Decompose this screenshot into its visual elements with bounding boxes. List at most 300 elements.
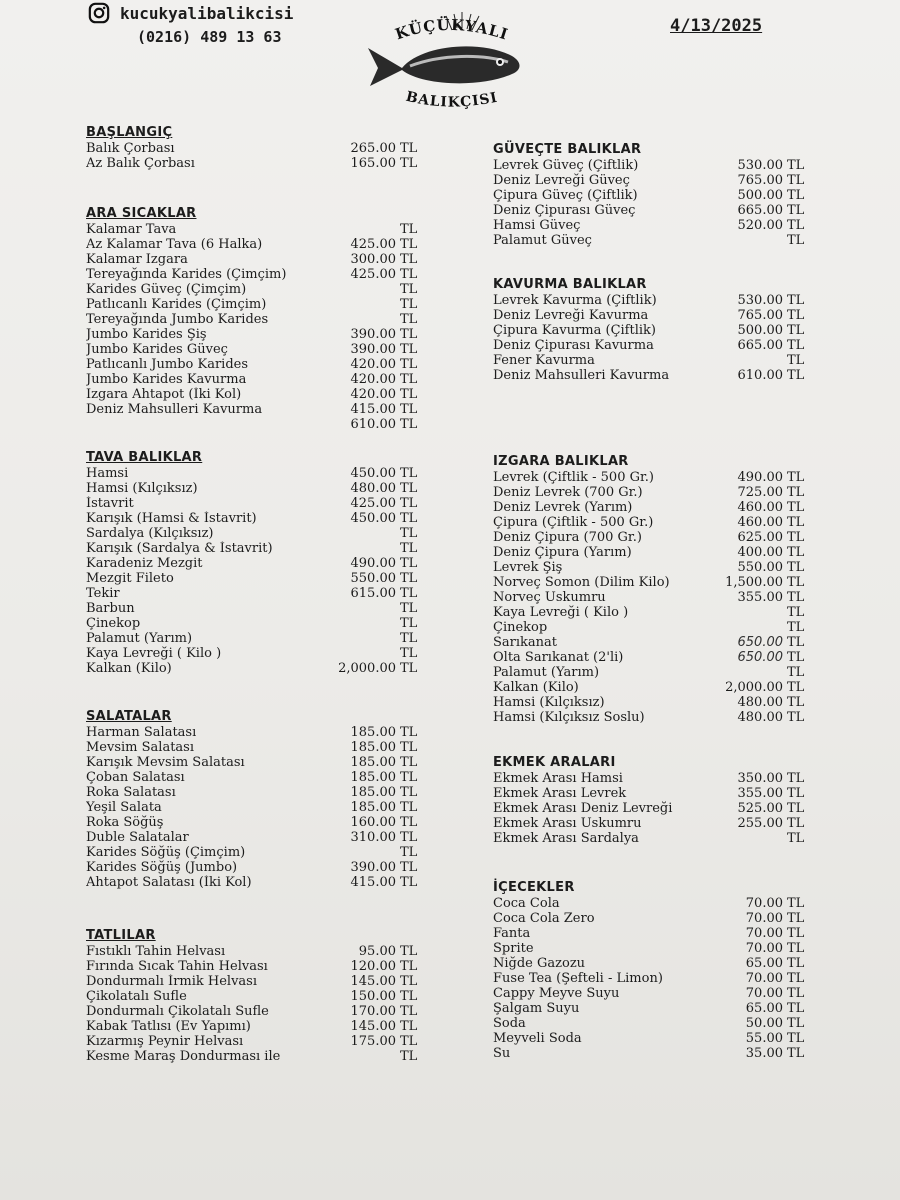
- currency-label: TL: [787, 218, 805, 233]
- currency-label: TL: [400, 959, 418, 974]
- menu-item: [493, 695, 813, 710]
- menu-item: [86, 252, 426, 267]
- currency-label: TL: [787, 695, 805, 710]
- item-name: Karadeniz Mezgit: [86, 556, 203, 571]
- currency-label: TL: [400, 725, 418, 740]
- menu-item: [86, 141, 426, 156]
- section-title: KAVURMA BALIKLAR: [493, 277, 647, 292]
- currency-label: TL: [787, 771, 805, 786]
- currency-label: TL: [787, 941, 805, 956]
- menu-item: [86, 297, 426, 312]
- item-name: Deniz Çipurası Güveç: [493, 203, 636, 218]
- item-price: 185.00: [350, 740, 396, 755]
- item-name: Izgara Ahtapot (İki Kol): [86, 387, 242, 402]
- item-price: 480.00: [737, 695, 783, 710]
- menu-item: [86, 342, 426, 357]
- menu-item: [86, 357, 426, 372]
- item-price: 425.00: [350, 496, 396, 511]
- item-name: Ahtapot Salatası (İki Kol): [86, 875, 252, 890]
- item-price: 70.00: [745, 911, 783, 926]
- item-price: [306, 631, 396, 646]
- menu-item: [86, 556, 426, 571]
- menu-item: [493, 368, 813, 383]
- currency-label: TL: [400, 785, 418, 800]
- menu-item: [493, 1046, 813, 1061]
- item-name: Karides Söğüş (Jumbo): [86, 860, 238, 875]
- item-name: Levrek Güveç (Çiftlik): [493, 158, 639, 173]
- currency-label: TL: [787, 188, 805, 203]
- section-title: GÜVEÇTE BALIKLAR: [493, 142, 642, 157]
- item-price: 610.00: [737, 368, 783, 383]
- item-name: Sprite: [493, 941, 534, 956]
- menu-item: [86, 944, 426, 959]
- item-name: Levrek (Çiftlik - 500 Gr.): [493, 470, 654, 485]
- menu-item: [493, 293, 813, 308]
- item-price: 725.00: [737, 485, 783, 500]
- currency-label: TL: [400, 402, 418, 417]
- menu-item: [86, 725, 426, 740]
- item-price: [306, 541, 396, 556]
- menu-item: [493, 620, 813, 635]
- item-price: 390.00: [350, 342, 396, 357]
- item-price: [306, 282, 396, 297]
- item-name: Hamsi (Kılçıksız): [493, 695, 605, 710]
- menu-item: [493, 1031, 813, 1046]
- item-name: Olta Sarıkanat (2'li): [493, 650, 624, 665]
- currency-label: TL: [400, 1004, 418, 1019]
- section-ara-sicaklar: [86, 205, 426, 432]
- currency-label: TL: [400, 1034, 418, 1049]
- menu-item: [86, 1034, 426, 1049]
- item-price: 2,000.00: [725, 680, 783, 695]
- item-name: İstavrit: [86, 496, 134, 511]
- menu-item: [86, 661, 426, 676]
- menu-item: [86, 815, 426, 830]
- currency-label: TL: [787, 590, 805, 605]
- menu-item: [86, 511, 426, 526]
- item-price: 500.00: [737, 323, 783, 338]
- currency-label: TL: [400, 800, 418, 815]
- menu-item: [493, 470, 813, 485]
- section-title: SALATALAR: [86, 709, 172, 724]
- item-price: [306, 1049, 396, 1064]
- item-price: [306, 297, 396, 312]
- item-price: 610.00: [350, 417, 396, 432]
- currency-label: TL: [400, 845, 418, 860]
- section-tatlilar: [86, 927, 426, 1064]
- item-name: Çipura Kavurma (Çiftlik): [493, 323, 656, 338]
- item-price: 420.00: [350, 387, 396, 402]
- item-name: Çinekop: [86, 616, 141, 631]
- menu-item: [86, 959, 426, 974]
- item-price: 2,000.00: [338, 661, 396, 676]
- item-price: 185.00: [350, 755, 396, 770]
- item-price: 65.00: [745, 956, 783, 971]
- item-price: 70.00: [745, 896, 783, 911]
- currency-label: TL: [787, 635, 805, 650]
- svg-text:BALIKÇISI: [404, 89, 499, 111]
- item-name: Çipura Güveç (Çiftlik): [493, 188, 638, 203]
- menu-item: [493, 338, 813, 353]
- section-ekmek-aralari: [493, 754, 813, 846]
- item-name: Hamsi (Kılçıksız): [86, 481, 198, 496]
- currency-label: TL: [787, 971, 805, 986]
- currency-label: TL: [787, 500, 805, 515]
- menu-item: [86, 1019, 426, 1034]
- menu-item: [493, 1001, 813, 1016]
- item-price: 55.00: [745, 1031, 783, 1046]
- item-name: Karışık Mevsim Salatası: [86, 755, 245, 770]
- menu-item: [493, 771, 813, 786]
- currency-label: TL: [400, 297, 418, 312]
- currency-label: TL: [787, 308, 805, 323]
- currency-label: TL: [400, 571, 418, 586]
- item-price: 95.00: [358, 944, 396, 959]
- currency-label: TL: [787, 545, 805, 560]
- menu-item: [86, 830, 426, 845]
- item-name: Kalkan (Kilo): [86, 661, 172, 676]
- item-price: [306, 222, 396, 237]
- item-name: Norveç Uskumru: [493, 590, 606, 605]
- menu-item: [86, 526, 426, 541]
- section-title: İÇECEKLER: [493, 880, 575, 895]
- instagram-handle: kucukyalibalikcisi: [120, 3, 294, 23]
- currency-label: TL: [400, 974, 418, 989]
- item-name: Fuse Tea (Şefteli - Limon): [493, 971, 663, 986]
- item-price: 350.00: [737, 771, 783, 786]
- item-name: Meyveli Soda: [493, 1031, 582, 1046]
- item-name: Tereyağında Karides (Çimçim): [86, 267, 287, 282]
- menu-item: [493, 218, 813, 233]
- currency-label: TL: [400, 556, 418, 571]
- menu-item: [493, 500, 813, 515]
- menu-item: [493, 831, 813, 846]
- menu-item: [86, 222, 426, 237]
- item-name: Levrek Şiş: [493, 560, 563, 575]
- menu-item: [493, 941, 813, 956]
- item-name: Kalamar Izgara: [86, 252, 188, 267]
- item-price: 665.00: [737, 203, 783, 218]
- item-name: Deniz Levreği Güveç: [493, 173, 630, 188]
- currency-label: TL: [787, 710, 805, 725]
- item-price: 420.00: [350, 357, 396, 372]
- item-name: Palamut (Yarım): [86, 631, 193, 646]
- currency-label: TL: [400, 944, 418, 959]
- section-title: BAŞLANGIÇ: [86, 125, 173, 140]
- item-name: Patlıcanlı Karides (Çimçim): [86, 297, 267, 312]
- menu-item: [493, 173, 813, 188]
- section-title: ARA SICAKLAR: [86, 206, 197, 221]
- item-price: 460.00: [737, 515, 783, 530]
- menu-item: [493, 710, 813, 725]
- logo-bottom-text: BALIKÇISI: [404, 88, 500, 111]
- item-price: 530.00: [737, 293, 783, 308]
- item-name: Deniz Mahsulleri Kavurma: [493, 368, 670, 383]
- item-name: Norveç Somon (Dilim Kilo): [493, 575, 670, 590]
- item-name: Hamsi (Kılçıksız Soslu): [493, 710, 645, 725]
- currency-label: TL: [787, 911, 805, 926]
- menu-item: [493, 545, 813, 560]
- menu-item: [86, 237, 426, 252]
- item-price: 160.00: [350, 815, 396, 830]
- item-price: 665.00: [737, 338, 783, 353]
- item-name: Dondurmalı Çikolatalı Sufle: [86, 1004, 269, 1019]
- item-name: Çikolatalı Sufle: [86, 989, 187, 1004]
- item-name: Çinekop: [493, 620, 548, 635]
- currency-label: TL: [400, 372, 418, 387]
- menu-item: [86, 312, 426, 327]
- item-name: Yeşil Salata: [86, 800, 162, 815]
- item-price: 550.00: [737, 560, 783, 575]
- currency-label: TL: [787, 816, 805, 831]
- item-price: 165.00: [350, 156, 396, 171]
- menu-item: [86, 481, 426, 496]
- item-price: 1,500.00: [725, 575, 783, 590]
- currency-label: TL: [787, 470, 805, 485]
- item-price: 70.00: [745, 941, 783, 956]
- item-price: 425.00: [350, 237, 396, 252]
- currency-label: TL: [787, 173, 805, 188]
- menu-item: [493, 158, 813, 173]
- item-name: Levrek Kavurma (Çiftlik): [493, 293, 657, 308]
- currency-label: TL: [400, 141, 418, 156]
- item-name: Duble Salatalar: [86, 830, 189, 845]
- section-baslangic: [86, 124, 426, 171]
- menu-item: [493, 801, 813, 816]
- menu-item: [493, 605, 813, 620]
- menu-item: [493, 575, 813, 590]
- item-name: Kalamar Tava: [86, 222, 177, 237]
- currency-label: TL: [400, 646, 418, 661]
- item-price: 765.00: [737, 173, 783, 188]
- menu-item: [86, 372, 426, 387]
- item-price: 520.00: [737, 218, 783, 233]
- currency-label: TL: [400, 156, 418, 171]
- menu-item: [493, 786, 813, 801]
- currency-label: TL: [400, 237, 418, 252]
- item-name: Ekmek Arası Hamsi: [493, 771, 623, 786]
- currency-label: TL: [400, 830, 418, 845]
- currency-label: TL: [400, 770, 418, 785]
- item-name: Karışık (Sardalya & İstavrit): [86, 541, 273, 556]
- item-name: Kabak Tatlısı (Ev Yapımı): [86, 1019, 251, 1034]
- item-price: [693, 620, 783, 635]
- menu-item: [493, 816, 813, 831]
- menu-item: [86, 601, 426, 616]
- menu-item: [86, 267, 426, 282]
- currency-label: TL: [400, 252, 418, 267]
- item-name: Barbun: [86, 601, 135, 616]
- menu-item: [86, 989, 426, 1004]
- item-name: Patlıcanlı Jumbo Karides: [86, 357, 249, 372]
- item-name: Karides Güveç (Çimçim): [86, 282, 247, 297]
- item-name: Soda: [493, 1016, 526, 1031]
- phone-number: (0216) 489 13 63: [137, 28, 282, 46]
- item-price: 390.00: [350, 327, 396, 342]
- section-guvecte-baliklar: [493, 141, 813, 248]
- menu-item: [86, 800, 426, 815]
- menu-item: [493, 323, 813, 338]
- item-price: 425.00: [350, 267, 396, 282]
- item-price: 525.00: [737, 801, 783, 816]
- item-name: Şalgam Suyu: [493, 1001, 580, 1016]
- menu-item: [493, 590, 813, 605]
- item-price: [306, 601, 396, 616]
- currency-label: TL: [787, 485, 805, 500]
- item-name: Ekmek Arası Sardalya: [493, 831, 639, 846]
- item-name: Az Balık Çorbası: [86, 156, 195, 171]
- currency-label: TL: [400, 267, 418, 282]
- item-price: 70.00: [745, 971, 783, 986]
- section-salatalar: [86, 708, 426, 890]
- item-price: 70.00: [745, 926, 783, 941]
- item-name: Jumbo Karides Şiş: [86, 327, 207, 342]
- item-name: Coca Cola Zero: [493, 911, 595, 926]
- menu-item: [493, 515, 813, 530]
- item-price: 355.00: [737, 786, 783, 801]
- item-price: 765.00: [737, 308, 783, 323]
- currency-label: TL: [787, 560, 805, 575]
- currency-label: TL: [400, 466, 418, 481]
- item-price: 550.00: [350, 571, 396, 586]
- menu-item: [86, 541, 426, 556]
- item-price: [306, 616, 396, 631]
- item-name: Niğde Gazozu: [493, 956, 586, 971]
- item-name: Palamut (Yarım): [493, 665, 600, 680]
- currency-label: TL: [400, 511, 418, 526]
- item-price: [693, 831, 783, 846]
- item-price: 65.00: [745, 1001, 783, 1016]
- item-name: Karides Söğüş (Çimçim): [86, 845, 246, 860]
- currency-label: TL: [787, 801, 805, 816]
- item-name: Balık Çorbası: [86, 141, 175, 156]
- currency-label: TL: [400, 815, 418, 830]
- item-price: 480.00: [737, 710, 783, 725]
- currency-label: TL: [787, 665, 805, 680]
- currency-label: TL: [400, 387, 418, 402]
- svg-text:KÜÇÜKYALI: [393, 15, 511, 44]
- menu-item: [86, 466, 426, 481]
- item-price: 450.00: [350, 511, 396, 526]
- currency-label: TL: [400, 222, 418, 237]
- item-price: 480.00: [350, 481, 396, 496]
- item-name: Harman Salatası: [86, 725, 197, 740]
- item-price: [693, 233, 783, 248]
- section-title: TATLILAR: [86, 928, 156, 943]
- menu-item: [86, 646, 426, 661]
- item-price: 150.00: [350, 989, 396, 1004]
- item-name: Deniz Çipura (Yarım): [493, 545, 632, 560]
- item-name: Ekmek Arası Uskumru: [493, 816, 642, 831]
- currency-label: TL: [787, 605, 805, 620]
- item-price: 355.00: [737, 590, 783, 605]
- currency-label: TL: [400, 1019, 418, 1034]
- item-name: Deniz Çipurası Kavurma: [493, 338, 654, 353]
- currency-label: TL: [400, 755, 418, 770]
- item-name: Ekmek Arası Deniz Levreği: [493, 801, 673, 816]
- currency-label: TL: [400, 496, 418, 511]
- section-tava-baliklar: [86, 449, 426, 676]
- item-price: 265.00: [350, 141, 396, 156]
- item-name: Deniz Levreği Kavurma: [493, 308, 649, 323]
- currency-label: TL: [400, 481, 418, 496]
- currency-label: TL: [787, 1031, 805, 1046]
- currency-label: TL: [400, 282, 418, 297]
- currency-label: TL: [787, 831, 805, 846]
- item-price: 390.00: [350, 860, 396, 875]
- menu-item: [86, 616, 426, 631]
- currency-label: TL: [787, 1001, 805, 1016]
- item-name: Deniz Mahsulleri Kavurma: [86, 402, 263, 417]
- currency-label: TL: [787, 956, 805, 971]
- item-name: Jumbo Karides Güveç: [86, 342, 228, 357]
- item-price: 170.00: [350, 1004, 396, 1019]
- currency-label: TL: [787, 926, 805, 941]
- menu-item: [493, 926, 813, 941]
- item-price: 490.00: [737, 470, 783, 485]
- currency-label: TL: [787, 338, 805, 353]
- item-name: Dondurmalı İrmik Helvası: [86, 974, 258, 989]
- menu-item: [493, 188, 813, 203]
- menu-item: [493, 1016, 813, 1031]
- currency-label: TL: [787, 680, 805, 695]
- menu-item: [493, 308, 813, 323]
- item-name: Kızarmış Peynir Helvası: [86, 1034, 244, 1049]
- currency-label: TL: [787, 233, 805, 248]
- item-price: 500.00: [737, 188, 783, 203]
- item-name: Karışık (Hamsi & İstavrit): [86, 511, 257, 526]
- item-name: Sardalya (Kılçıksız): [86, 526, 214, 541]
- menu-item: [86, 327, 426, 342]
- currency-label: TL: [400, 860, 418, 875]
- instagram-contact: [88, 2, 293, 24]
- currency-label: TL: [787, 203, 805, 218]
- item-name: Roka Söğüş: [86, 815, 164, 830]
- item-name: Kesme Maraş Dondurması ile: [86, 1049, 281, 1064]
- menu-item: [86, 156, 426, 171]
- item-name: Tereyağında Jumbo Karides: [86, 312, 269, 327]
- item-name: Ekmek Arası Levrek: [493, 786, 627, 801]
- menu-item: [493, 485, 813, 500]
- item-price: 70.00: [745, 986, 783, 1001]
- menu-item: [86, 282, 426, 297]
- currency-label: TL: [787, 575, 805, 590]
- item-name: Deniz Çipura (700 Gr.): [493, 530, 642, 545]
- item-price: [693, 353, 783, 368]
- item-price: 420.00: [350, 372, 396, 387]
- currency-label: TL: [400, 875, 418, 890]
- currency-label: TL: [787, 158, 805, 173]
- currency-label: TL: [787, 1046, 805, 1061]
- menu-item: [493, 665, 813, 680]
- menu-item: [493, 986, 813, 1001]
- currency-label: TL: [400, 541, 418, 556]
- menu-item: [86, 417, 426, 432]
- item-price: 35.00: [745, 1046, 783, 1061]
- item-price: [306, 845, 396, 860]
- menu-item: [86, 631, 426, 646]
- section-izgara-baliklar: [493, 453, 813, 725]
- currency-label: TL: [400, 661, 418, 676]
- item-price: [693, 605, 783, 620]
- currency-label: TL: [400, 631, 418, 646]
- currency-label: TL: [400, 601, 418, 616]
- item-price: 255.00: [737, 816, 783, 831]
- item-name: Hamsi Güveç: [493, 218, 581, 233]
- menu-header: [0, 0, 900, 120]
- item-price: 415.00: [350, 402, 396, 417]
- section-kavurma-baliklar: [493, 276, 813, 383]
